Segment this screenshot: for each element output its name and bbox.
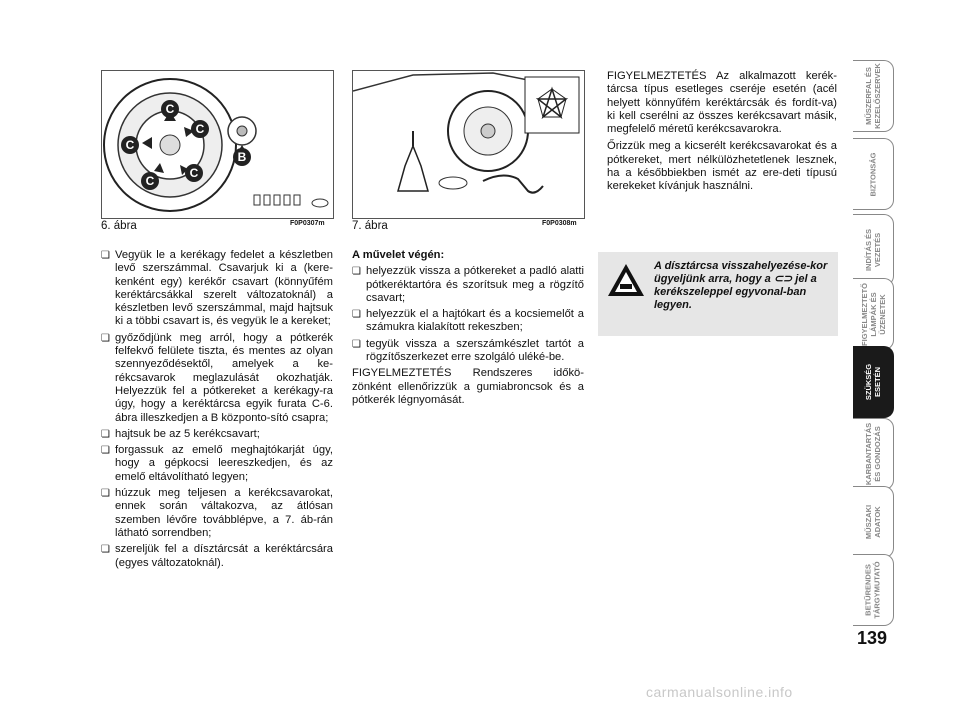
- instruction-item: ❏ hajtsuk be az 5 kerékcsavart;: [101, 428, 333, 441]
- instruction-item: ❏ tegyük vissza a szerszámkészlet tartót a rögzítőszerkezet erre szolgáló uléké-be.: [352, 338, 584, 365]
- tab-muszerfal[interactable]: [853, 60, 894, 132]
- tab-label: MŰSZAKI ADATOK: [863, 504, 882, 540]
- fig6-label-b: B: [237, 150, 247, 164]
- tab-label: BETŰRENDES TÁRGYMUTATÓ: [864, 561, 882, 619]
- warning-box: [598, 252, 838, 336]
- column-2: [352, 249, 584, 411]
- fig6-label-c: C: [189, 166, 199, 180]
- tab-label: MŰSZERFAL ÉS KEZELŐSZERVEK: [864, 63, 882, 129]
- tab-figyelmezteto[interactable]: [853, 278, 894, 350]
- tab-betrendes[interactable]: [853, 554, 894, 626]
- warning-paragraph: FIGYELMEZTETÉS Rendszeres időkö-zönként ellenőrizzük a gumiabroncsok és a pótkerék légnyomását.: [352, 367, 584, 406]
- section-heading: A művelet végén:: [352, 249, 445, 261]
- tab-label: KARBANTARTÁS ÉS GONDOZÁS: [864, 422, 883, 486]
- instruction-item: ❏ szereljük fel a dísztárcsát a keréktárcsára (egyes változatoknál).: [101, 543, 333, 570]
- tab-label: FIGYELMEZTETŐ LÁMPÁK ÉS ÜZENETEK: [859, 282, 887, 346]
- tab-biztonsag[interactable]: [853, 138, 894, 210]
- instruction-item: ❏ helyezzük el a hajtókart és a kocsiemelőt a számukra kialakított rekeszben;: [352, 308, 584, 335]
- page-number: 139: [857, 628, 888, 648]
- figure-7-code: F0P0308m: [542, 220, 577, 227]
- tab-muszaki-adatok[interactable]: [853, 486, 894, 558]
- instruction-item: ❏ Vegyük le a kerékagy fedelet a készletben levő szerszámmal. Csavarjuk ki a (kere-kenként egy) kerékőr csavart (könnyűfém keréktárcsákkal szerelt változatoknál) a készletben levő szerszámmal, majd hajtsuk ki a többi csavart is, és vegyük le a kereket;: [101, 249, 333, 329]
- warning-triangle-icon: [606, 262, 646, 298]
- tab-inditas[interactable]: [853, 214, 894, 286]
- instruction-item: ❏ győződjünk meg arról, hogy a pótkerék felfekvő felülete tiszta, és mentes az olyan szennyeződésektől, amelyek a ke-rékcsavarok meglazulását okozhatják. Helyezzük fel a pótkereket a kerékagy-ra úgy, hogy a keréktárcsa egyik furata C-6. ábra illeszkedjen a B központo-sító csapra;: [101, 332, 333, 425]
- figure-7: [352, 70, 585, 219]
- fig6-label-c: C: [145, 174, 155, 188]
- tab-label: SZÜKSÉG ESETÉN: [863, 363, 882, 401]
- instruction-item: ❏ helyezzük vissza a pótkereket a padló alatti pótkeréktartóra és szorítsuk meg a rögzítő csavart;: [352, 265, 584, 305]
- column-3: [607, 70, 837, 198]
- instruction-item: ❏ húzzuk meg teljesen a kerékcsavarokat, ennek során váltakozva, az átlósan szemben lévőre továbblépve, a 7. áb-rán látható sorrendben;: [101, 487, 333, 540]
- body-paragraph: Őrizzük meg a kicserélt kerékcsavarokat és a pótkereket, mert nélkülözhetetlenek lesznek, ha a későbbiekben ismét az ere-deti típusú kerekeket kívánjuk használni.: [607, 140, 837, 193]
- column-1: [101, 249, 333, 573]
- figure-6-code: F0P0307m: [290, 220, 325, 227]
- figure-7-caption: 7. ábra: [352, 220, 388, 232]
- fig6-label-c: C: [195, 122, 205, 136]
- figure-6: [101, 70, 334, 219]
- warning-box-text: A dísztárcsa visszahelyezése-kor ügyeljünk arra, hogy a ⊂⊃ jel a kerékszeleppel egyvonal-ban legyen.: [654, 260, 828, 311]
- tab-szukseg-eseten[interactable]: [853, 346, 894, 418]
- instruction-item: ❏ forgassuk az emelő meghajtókarját úgy, hogy a gépkocsi leereszkedjen, és az emelő eltávolítható legyen;: [101, 444, 333, 484]
- tab-label: INDÍTÁS ÉS VEZETÉS: [864, 228, 882, 272]
- watermark: carmanualsonline.info: [646, 684, 793, 700]
- fig6-label-c: C: [165, 102, 175, 116]
- fig6-label-c: C: [125, 138, 135, 152]
- tab-karbantartas[interactable]: [853, 418, 894, 490]
- figure-6-caption: 6. ábra: [101, 220, 137, 232]
- tab-label: BIZTONSÁG: [868, 151, 878, 197]
- warning-paragraph: FIGYELMEZTETÉS Az alkalmazott kerék-tárcsa típus esetleges cseréje esetén (acél helyett könnyűfém keréktárcsák és fordít-va) ki kell cserélni az összes kerékcsavart másik, megfelelő méretű kerékcsavarokra.: [607, 70, 837, 136]
